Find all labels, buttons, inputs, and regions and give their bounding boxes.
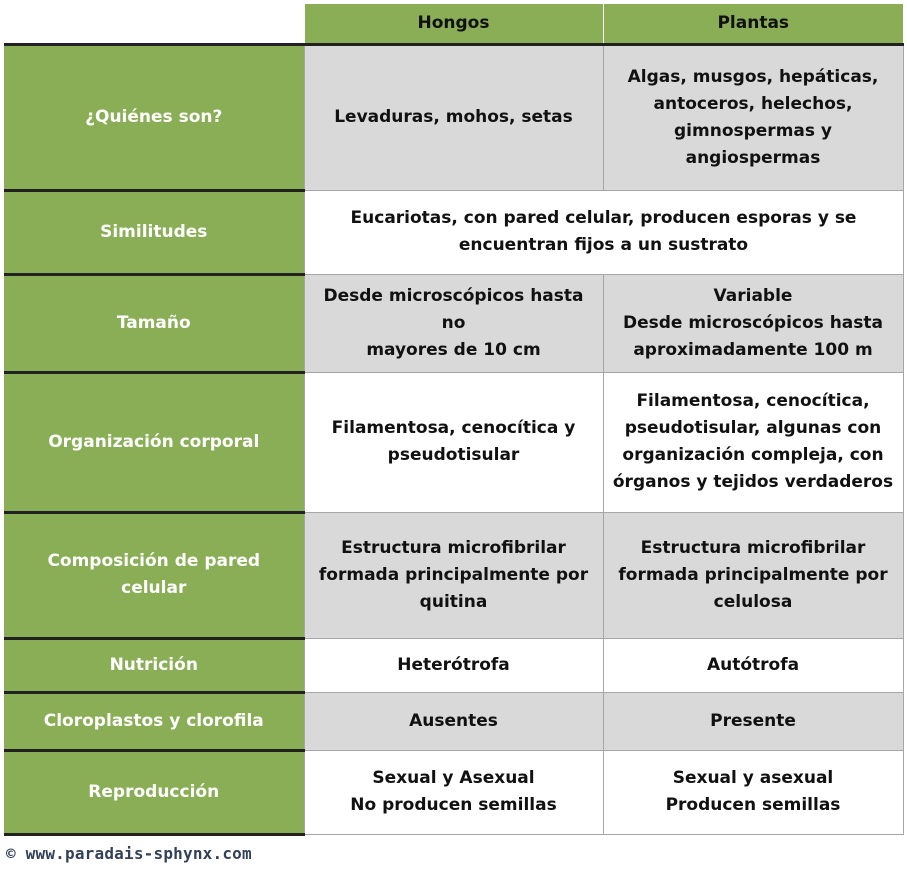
cell-line: Filamentosa, cenocítica y [331,418,576,438]
cell-line: formada principalmente por [618,564,888,585]
cell-line: aproximadamente 100 m [633,339,873,360]
cell-line: Estructura microfibrilar [341,537,566,558]
cell-hongos [304,274,603,372]
cell-line: Presente [710,710,796,731]
cell-line: organización compleja, con [622,445,884,465]
cell-plantas [603,372,903,512]
cell-plantas [603,274,903,372]
row-label: Nutrición [4,638,304,692]
cell-line: pseudotisular, algunas con [624,418,882,438]
cell-line: No producen semillas [350,795,557,815]
cell-line: Eucariotas, con pared celular, producen esporas y se [350,208,857,228]
cell-line: angiospermas [685,147,821,168]
cell-hongos [304,750,603,834]
table-row [4,512,903,638]
cell-line: Sexual y asexual [672,768,834,788]
cell-hongos [304,638,603,692]
cell-plantas [603,692,903,750]
cell-line: formada principalmente por [318,564,589,585]
cell-line: celulosa [713,591,793,612]
cell-plantas [603,638,903,692]
cell-plantas [603,512,903,638]
cell-hongos [304,44,603,190]
table-row [4,692,903,750]
cell-line: Autótrofa [706,654,800,675]
cell-line: órganos y tejidos verdaderos [612,472,894,492]
row-label: ¿Quiénes son? [4,44,304,190]
cell-line: Filamentosa, cenocítica, [636,391,870,411]
row-label: Organización corporal [4,372,304,512]
row-label: Similitudes [4,190,304,274]
cell-line: Algas, musgos, hepáticas, [627,66,879,87]
cell-shared [304,190,903,274]
cell-line: Producen semillas [665,795,841,815]
cell-line: mayores de 10 cm [366,339,541,360]
cell-hongos [304,372,603,512]
cell-line: Levaduras, mohos, setas [334,107,573,127]
cell-line: antoceros, helechos, [653,93,853,114]
row-label: Reproducción [4,750,304,834]
cell-plantas [603,750,903,834]
table-row [4,750,903,834]
cell-line: Heterótrofa [397,654,510,675]
cell-plantas [603,44,903,190]
table-row [4,44,903,190]
cell-line: Variable [713,285,793,306]
table-row [4,638,903,692]
header-corner [4,4,304,44]
header-hongos: Hongos [304,4,603,44]
comparison-table [4,4,904,836]
cell-line: Sexual y Asexual [372,768,535,788]
cell-line: encuentran fijos a un sustrato [458,235,749,255]
cell-line: Estructura microfibrilar [640,537,866,558]
cell-line: gimnospermas y [674,120,832,141]
table-row [4,190,903,274]
header-plantas: Plantas [603,4,903,44]
table-row [4,274,903,372]
cell-line: Desde microscópicos hasta no [323,285,584,333]
copyright-notice: © www.paradais-sphynx.com [6,844,252,863]
cell-hongos [304,692,603,750]
row-label: Cloroplastos y clorofila [4,692,304,750]
cell-line: Ausentes [409,710,498,731]
cell-line: Desde microscópicos hasta [622,312,883,333]
row-label: Tamaño [4,274,304,372]
row-label: Composición de pared celular [4,512,304,638]
cell-line: pseudotisular [387,445,520,465]
table-row [4,372,903,512]
cell-line: quitina [419,591,488,612]
cell-hongos [304,512,603,638]
header-row [4,4,903,44]
